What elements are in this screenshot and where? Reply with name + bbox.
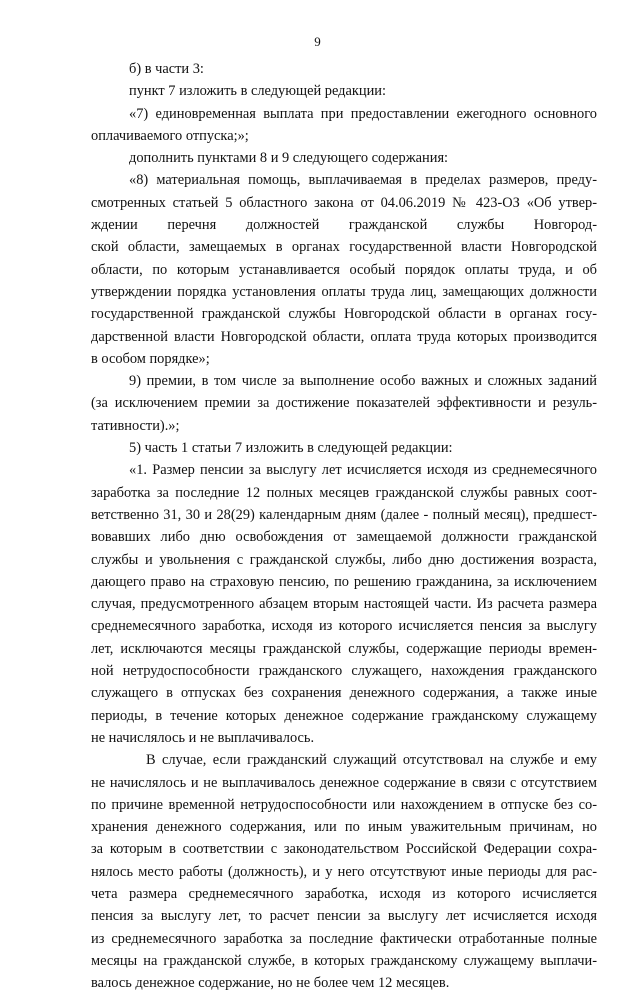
text-line: по причине временной нетрудоспособности или нахождением в отпуске без со- — [91, 796, 597, 813]
text-line: служащего в отпусках без сохранения денежного содержания, а также иные — [91, 685, 597, 702]
text-line: среднемесячного заработка, исходя из которого исчисляется пенсия за выслугу — [91, 618, 597, 635]
text-line: смотренных статьей 5 областного закона от 04.06.2019 № 423-ОЗ «Об утвер- — [91, 194, 597, 211]
text-line: государственной гражданской службы Новгородской области в органах госу- — [91, 306, 597, 323]
text-line: за которым в соответствии с законодательством Российской Федерации сохра- — [91, 841, 597, 858]
text-line: не начислялось и не выплачивалось. — [91, 729, 315, 746]
text-line: 5) часть 1 статьи 7 изложить в следующей редакции: — [129, 440, 453, 457]
text-line: нялось место работы (должность), и у него отсутствуют иные периоды для рас- — [91, 863, 597, 880]
text-line: ской области, замещаемых в органах государственной власти Новгородской — [91, 239, 597, 256]
text-line: В случае, если гражданский служащий отсутствовал на службе и ему — [146, 752, 597, 769]
page-number: 9 — [314, 34, 321, 49]
text-line: б) в части 3: — [129, 61, 204, 77]
text-line: лет, исключаются месяцы гражданской службы, содержащие периоды времен- — [91, 640, 597, 657]
text-line: «8) материальная помощь, выплачиваемая в пределах размеров, преду- — [129, 172, 597, 189]
text-line: (за исключением премии за достижение показателей эффективности и резуль- — [91, 395, 597, 412]
text-line: «7) единовременная выплата при предоставлении ежегодного основного — [129, 105, 597, 122]
text-line: вовавших либо дню освобождения от замещаемой должности гражданской — [91, 529, 597, 546]
text-line: тативности).»; — [91, 417, 180, 434]
text-line: 9) премии, в том числе за выполнение особо важных и сложных заданий — [129, 373, 597, 390]
text-line: случая, предусмотренного абзацем вторым настоящей части. Из расчета размера — [91, 596, 597, 613]
text-line: дополнить пунктами 8 и 9 следующего содержания: — [129, 150, 449, 167]
text-line: чета размера среднемесячного заработка, исходя из которого исчисляется — [91, 885, 597, 902]
text-line: периоды, в течение которых денежное содержание гражданскому служащему — [91, 707, 597, 724]
text-line: не начислялось и не выплачивалось денежное содержание в связи с отсутствием — [91, 774, 597, 791]
text-line: заработка за последние 12 полных месяцев гражданской службы равных соот- — [91, 484, 597, 501]
text-line: из среднемесячного заработка за последние фактически отработанные полные — [91, 930, 597, 947]
text-line: хранения денежного содержания, или по иным уважительным причинам, но — [91, 819, 597, 836]
text-line: области, по которым устанавливается особый порядок оплаты труда, и об — [91, 261, 597, 278]
text-line: оплачиваемого отпуска;»; — [91, 127, 249, 144]
text-line: пункт 7 изложить в следующей редакции: — [129, 83, 386, 100]
text-line: дающего право на страховую пенсию, по решению гражданина, за исключением — [91, 573, 597, 590]
text-line: месяцы на гражданской службе, в которых гражданскому служащему выплачи- — [91, 952, 597, 969]
text-line: в особом порядке»; — [91, 350, 210, 367]
text-line: «1. Размер пенсии за выслугу лет исчисляется исходя из среднемесячного — [129, 462, 597, 479]
text-line: пенсия за выслугу лет, то расчет пенсии за выслугу лет исчисляется исходя — [91, 908, 597, 925]
text-line: службы и увольнения с гражданской службы, либо дню достижения возраста, — [91, 551, 597, 568]
text-line: ждении перечня должностей гражданской службы Новгород- — [91, 217, 597, 234]
text-line: ветственно 31, 30 и 28(29) календарным дням (далее - полный месяц), предшест- — [91, 506, 597, 523]
document-body — [91, 58, 597, 994]
text-line: валось денежное содержание, но не более чем 12 месяцев. — [91, 975, 450, 992]
text-line: ной нетрудоспособности гражданского служащего, нахождения гражданского — [91, 663, 597, 680]
text-line: дарственной власти Новгородской области, оплата труда которых производится — [91, 328, 597, 345]
text-line: утверждении порядка установления оплаты труда лиц, замещающих должности — [91, 283, 597, 300]
